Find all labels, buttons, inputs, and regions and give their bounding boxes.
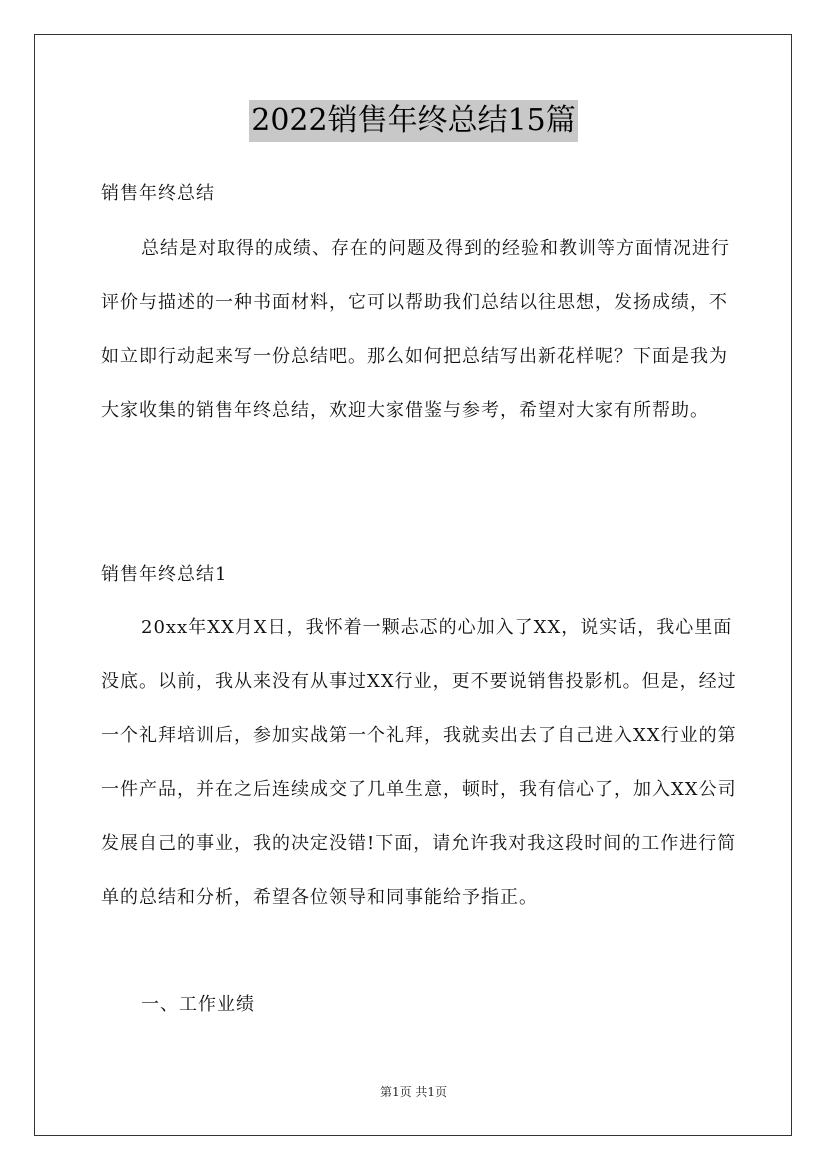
work-performance-subheading: 一、工作业绩 (141, 994, 255, 1015)
section1-paragraph: 20xx年XX月X日，我怀着一颗忐忑的心加入了XX，说实话，我心里面没底。以前，我从来没有从事过XX行业，更不要说销售投影机。但是，经过一个礼拜培训后，参加实战第一个礼拜，我就卖出去了自己进入XX行业的第一件产品，并在之后连续成交了几单生意，顿时，我有信心了，加入XX公司发展自己的事业，我的决定没错!下面，请允许我对我这段时间的工作进行简单的总结和分析，希望各位领导和同事能给予指正。 (101, 617, 737, 908)
intro-paragraph: 总结是对取得的成绩、存在的问题及得到的经验和教训等方面情况进行评价与描述的一种书面材料，它可以帮助我们总结以往思想，发扬成绩，不如立即行动起来写一份总结吧。那么如何把总结写出新花样呢？下面是我为大家收集的销售年终总结，欢迎大家借鉴与参考，希望对大家有所帮助。 (101, 238, 730, 421)
intro-heading: 销售年终总结 (101, 183, 215, 204)
section1-heading: 销售年终总结1 (101, 564, 228, 585)
title-container (0, 100, 827, 142)
document-title: 2022销售年终总结15篇 (249, 100, 578, 142)
page-footer: 第1页 共1页 (379, 1085, 448, 1099)
